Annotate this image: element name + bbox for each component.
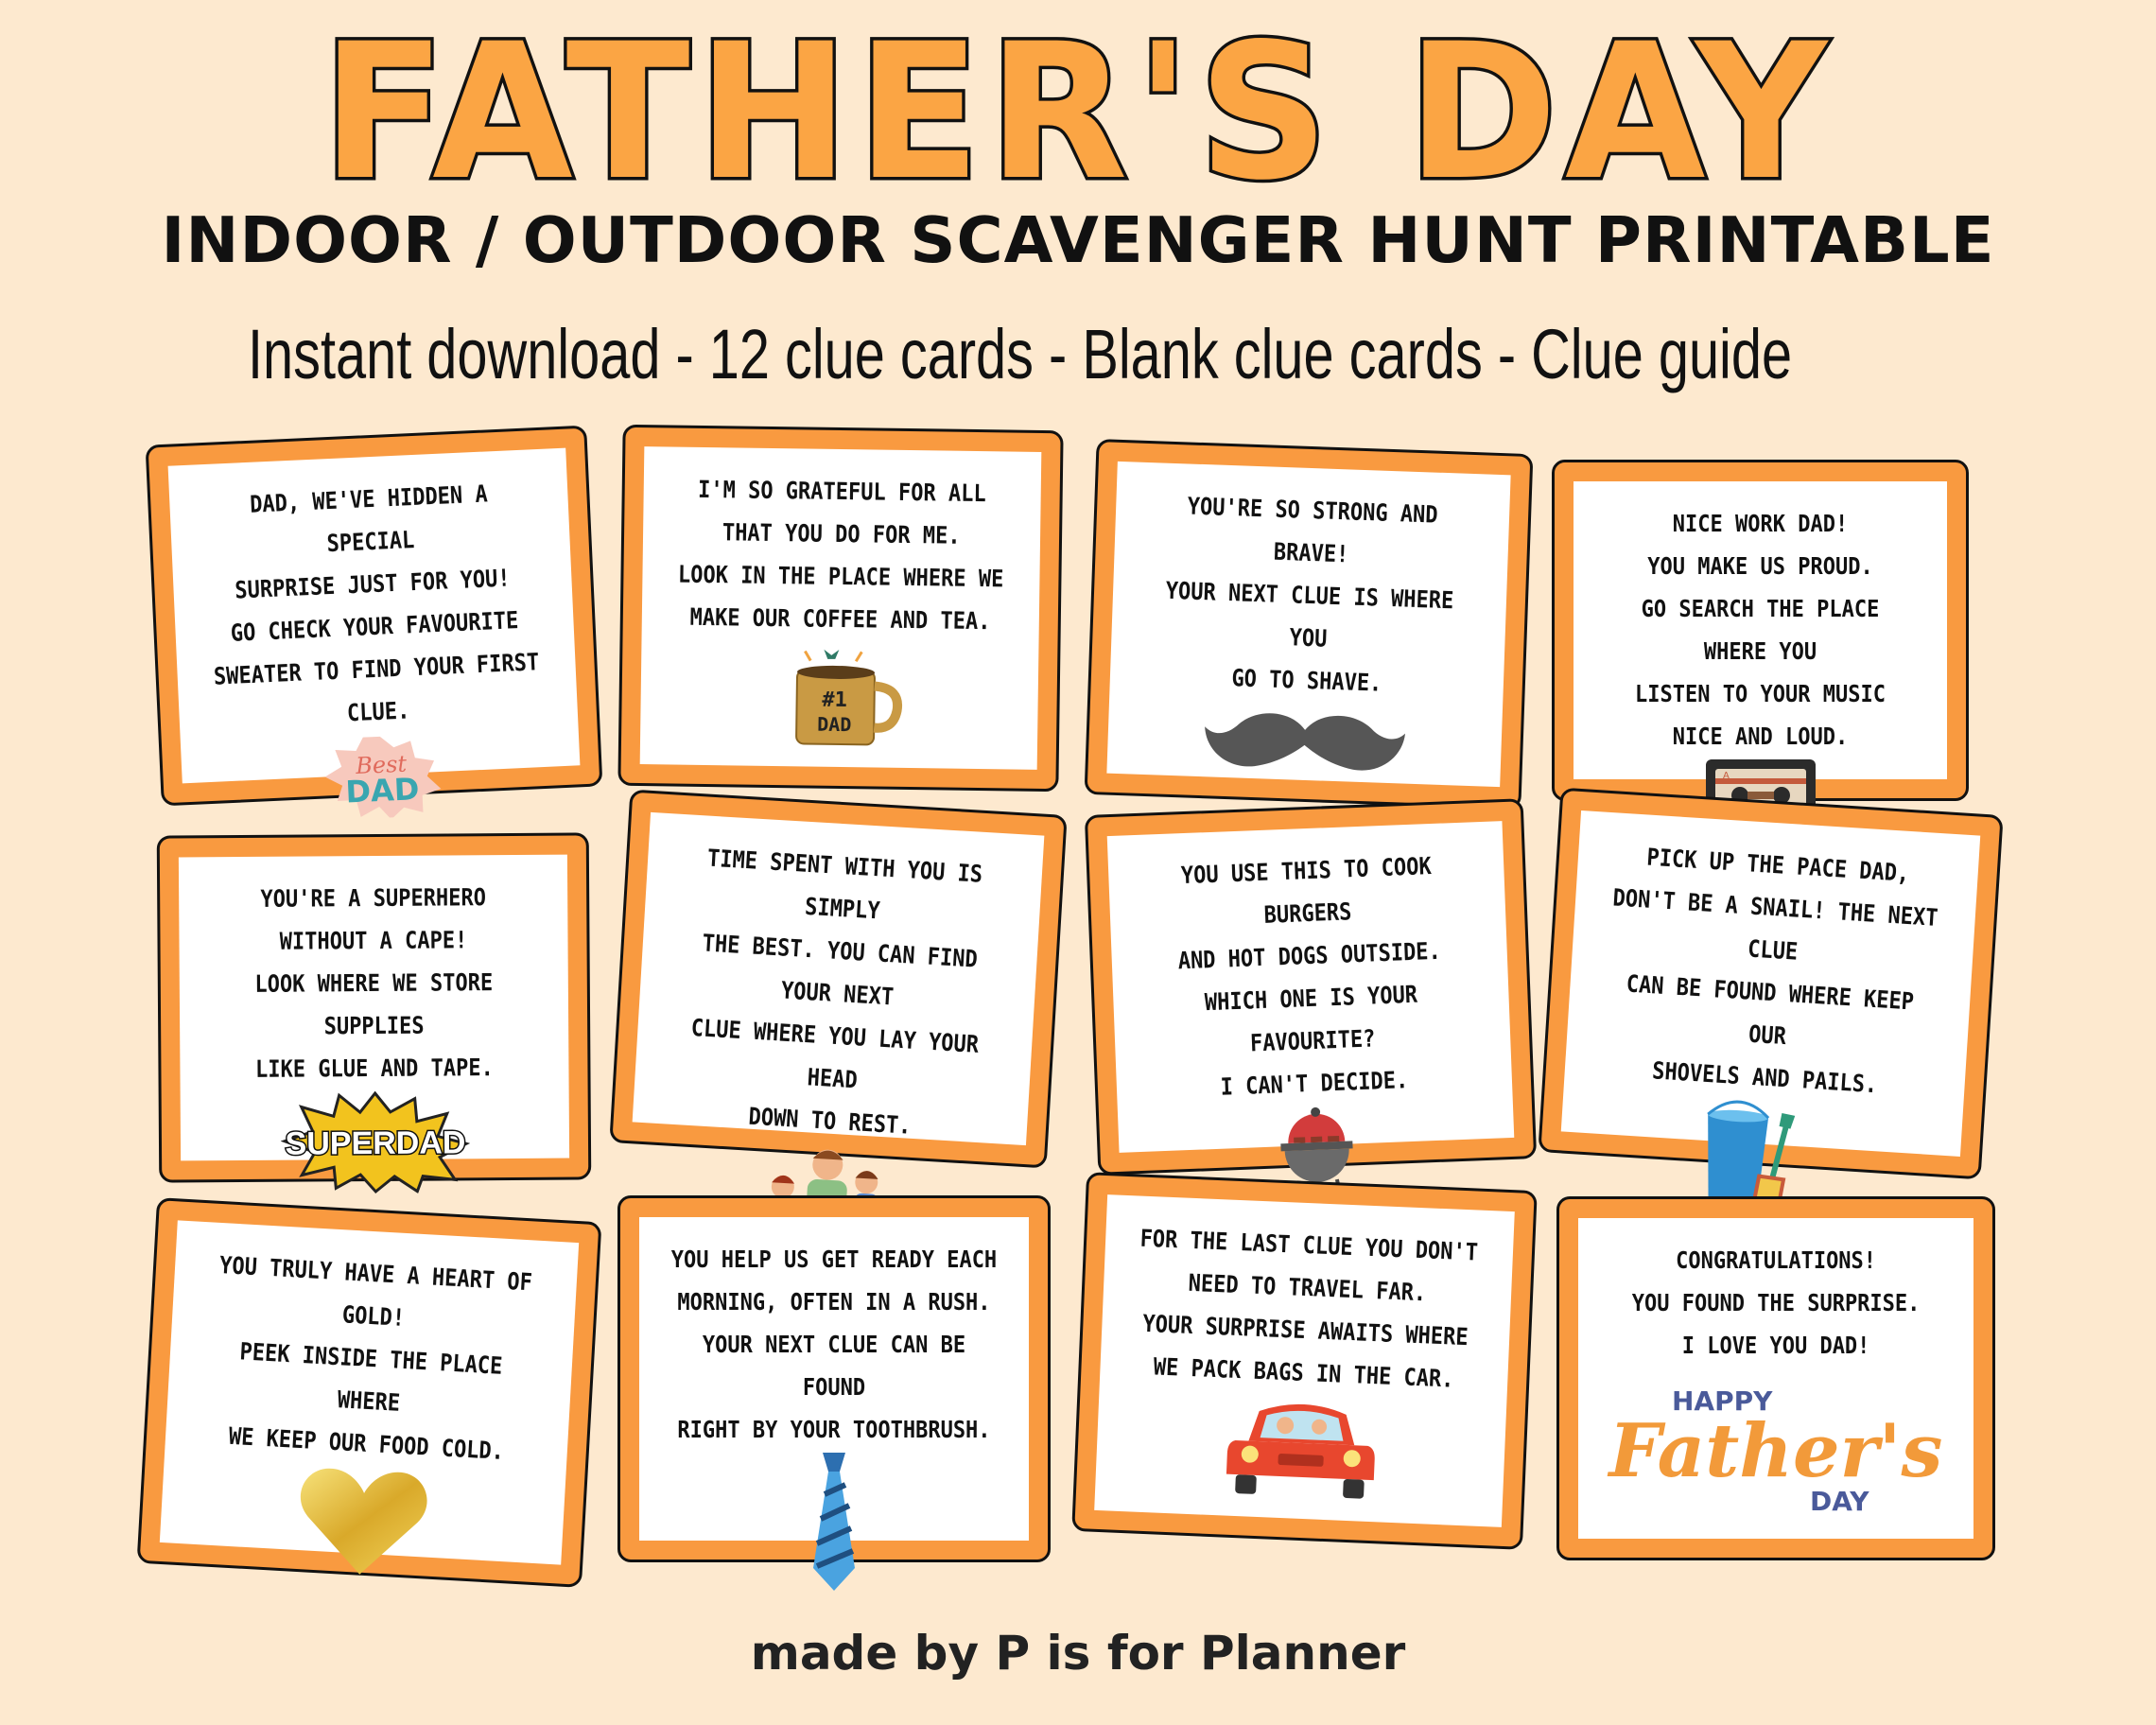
svg-text:A: A xyxy=(1722,771,1730,781)
clue-card-2 xyxy=(617,425,1063,792)
footer-credit: made by P is for Planner xyxy=(750,1626,1406,1681)
clue-text: YOU'RE SO STRONG AND BRAVE! YOUR NEXT CLUE IS WHERE YOU GO TO SHAVE. xyxy=(1165,492,1454,697)
best-dad-badge-icon xyxy=(313,730,449,821)
clue-text: CONGRATULATIONS! YOU FOUND THE SURPRISE. I LOVE YOU DAD! xyxy=(1631,1246,1921,1359)
clue-card-6 xyxy=(609,790,1067,1169)
clue-card-5 xyxy=(157,832,592,1182)
clue-text: TIME SPENT WITH YOU IS SIMPLY THE BEST. YOU CAN FIND YOUR NEXT CLUE WHERE YOU LAY YOUR HEAD DOWN TO REST. xyxy=(689,844,983,1140)
necktie-icon xyxy=(806,1451,862,1593)
clue-card-11 xyxy=(1071,1172,1537,1550)
clue-text: DAD, WE'VE HIDDEN A SPECIAL SURPRISE JUST FOR YOU! GO CHECK YOUR FAVOURITE SWEATER TO FIND YOUR FIRST CLUE. xyxy=(213,479,540,727)
feature-list: Instant download - 12 clue cards - Blank clue cards - Clue guide xyxy=(248,315,1793,393)
clue-card-1 xyxy=(146,426,603,810)
clue-card-3 xyxy=(1085,439,1534,810)
gold-heart-icon xyxy=(293,1461,431,1582)
clue-text: NICE WORK DAD! YOU MAKE US PROUD. GO SEARCH THE PLACE WHERE YOU LISTEN TO YOUR MUSIC NICE AND LOUD. xyxy=(1635,510,1886,750)
dad-mug-icon xyxy=(768,643,912,749)
clue-text: YOU USE THIS TO COOK BURGERS AND HOT DOGS OUTSIDE. WHICH ONE IS YOUR FAVOURITE? I CAN'T DECIDE. xyxy=(1177,852,1442,1101)
clue-text: YOU HELP US GET READY EACH MORNING, OFTEN IN A RUSH. YOUR NEXT CLUE CAN BE FOUND RIGHT BY YOUR TOOTHBRUSH. xyxy=(670,1246,998,1443)
svg-text:DAD: DAD xyxy=(344,771,420,810)
family-car-icon xyxy=(1223,1393,1378,1504)
clue-card-12 xyxy=(1556,1196,1995,1560)
clue-text: YOU TRULY HAVE A HEART OF GOLD! PEEK INSIDE THE PLACE WHERE WE KEEP OUR FOOD COLD. xyxy=(218,1250,533,1466)
mustache-icon xyxy=(1199,698,1410,791)
happy-fathers-day-logo-icon xyxy=(1606,1378,1946,1520)
clue-card-10 xyxy=(617,1195,1051,1562)
clue-text: PICK UP THE PACE DAD, DON'T BE A SNAIL! THE NEXT CLUE CAN BE FOUND WHERE KEEP OUR SHOVELS AND PAILS. xyxy=(1611,843,1939,1099)
svg-text:Best: Best xyxy=(355,750,408,780)
clue-text: YOU'RE A SUPERHERO WITHOUT A CAPE! LOOK WHERE WE STORE SUPPLIES LIKE GLUE AND TAPE. xyxy=(254,883,494,1083)
svg-text:HAPPY: HAPPY xyxy=(1672,1385,1773,1417)
page-subtitle: INDOOR / OUTDOOR SCAVENGER HUNT PRINTABLE xyxy=(161,203,1995,277)
svg-text:SUPERDAD: SUPERDAD xyxy=(284,1124,466,1162)
svg-text:DAD: DAD xyxy=(817,712,852,737)
clue-card-4 xyxy=(1552,460,1969,801)
page-title: FATHER'S DAY xyxy=(322,3,1834,221)
superdad-burst-icon xyxy=(280,1089,470,1194)
svg-text:#1: #1 xyxy=(822,688,848,713)
clue-card-7 xyxy=(1085,798,1537,1176)
svg-text:Father's: Father's xyxy=(1608,1408,1943,1494)
clue-text: I'M SO GRATEFUL FOR ALL THAT YOU DO FOR ME. LOOK IN THE PLACE WHERE WE MAKE OUR COFFEE AND TEA. xyxy=(678,475,1004,636)
clue-text: FOR THE LAST CLUE YOU DON'T NEED TO TRAVEL FAR. YOUR SURPRISE AWAITS WHERE WE PACK BAGS IN THE CAR. xyxy=(1139,1224,1479,1393)
svg-text:DAY: DAY xyxy=(1810,1486,1869,1517)
clue-card-9 xyxy=(137,1197,602,1588)
clue-card-8 xyxy=(1538,788,2003,1180)
